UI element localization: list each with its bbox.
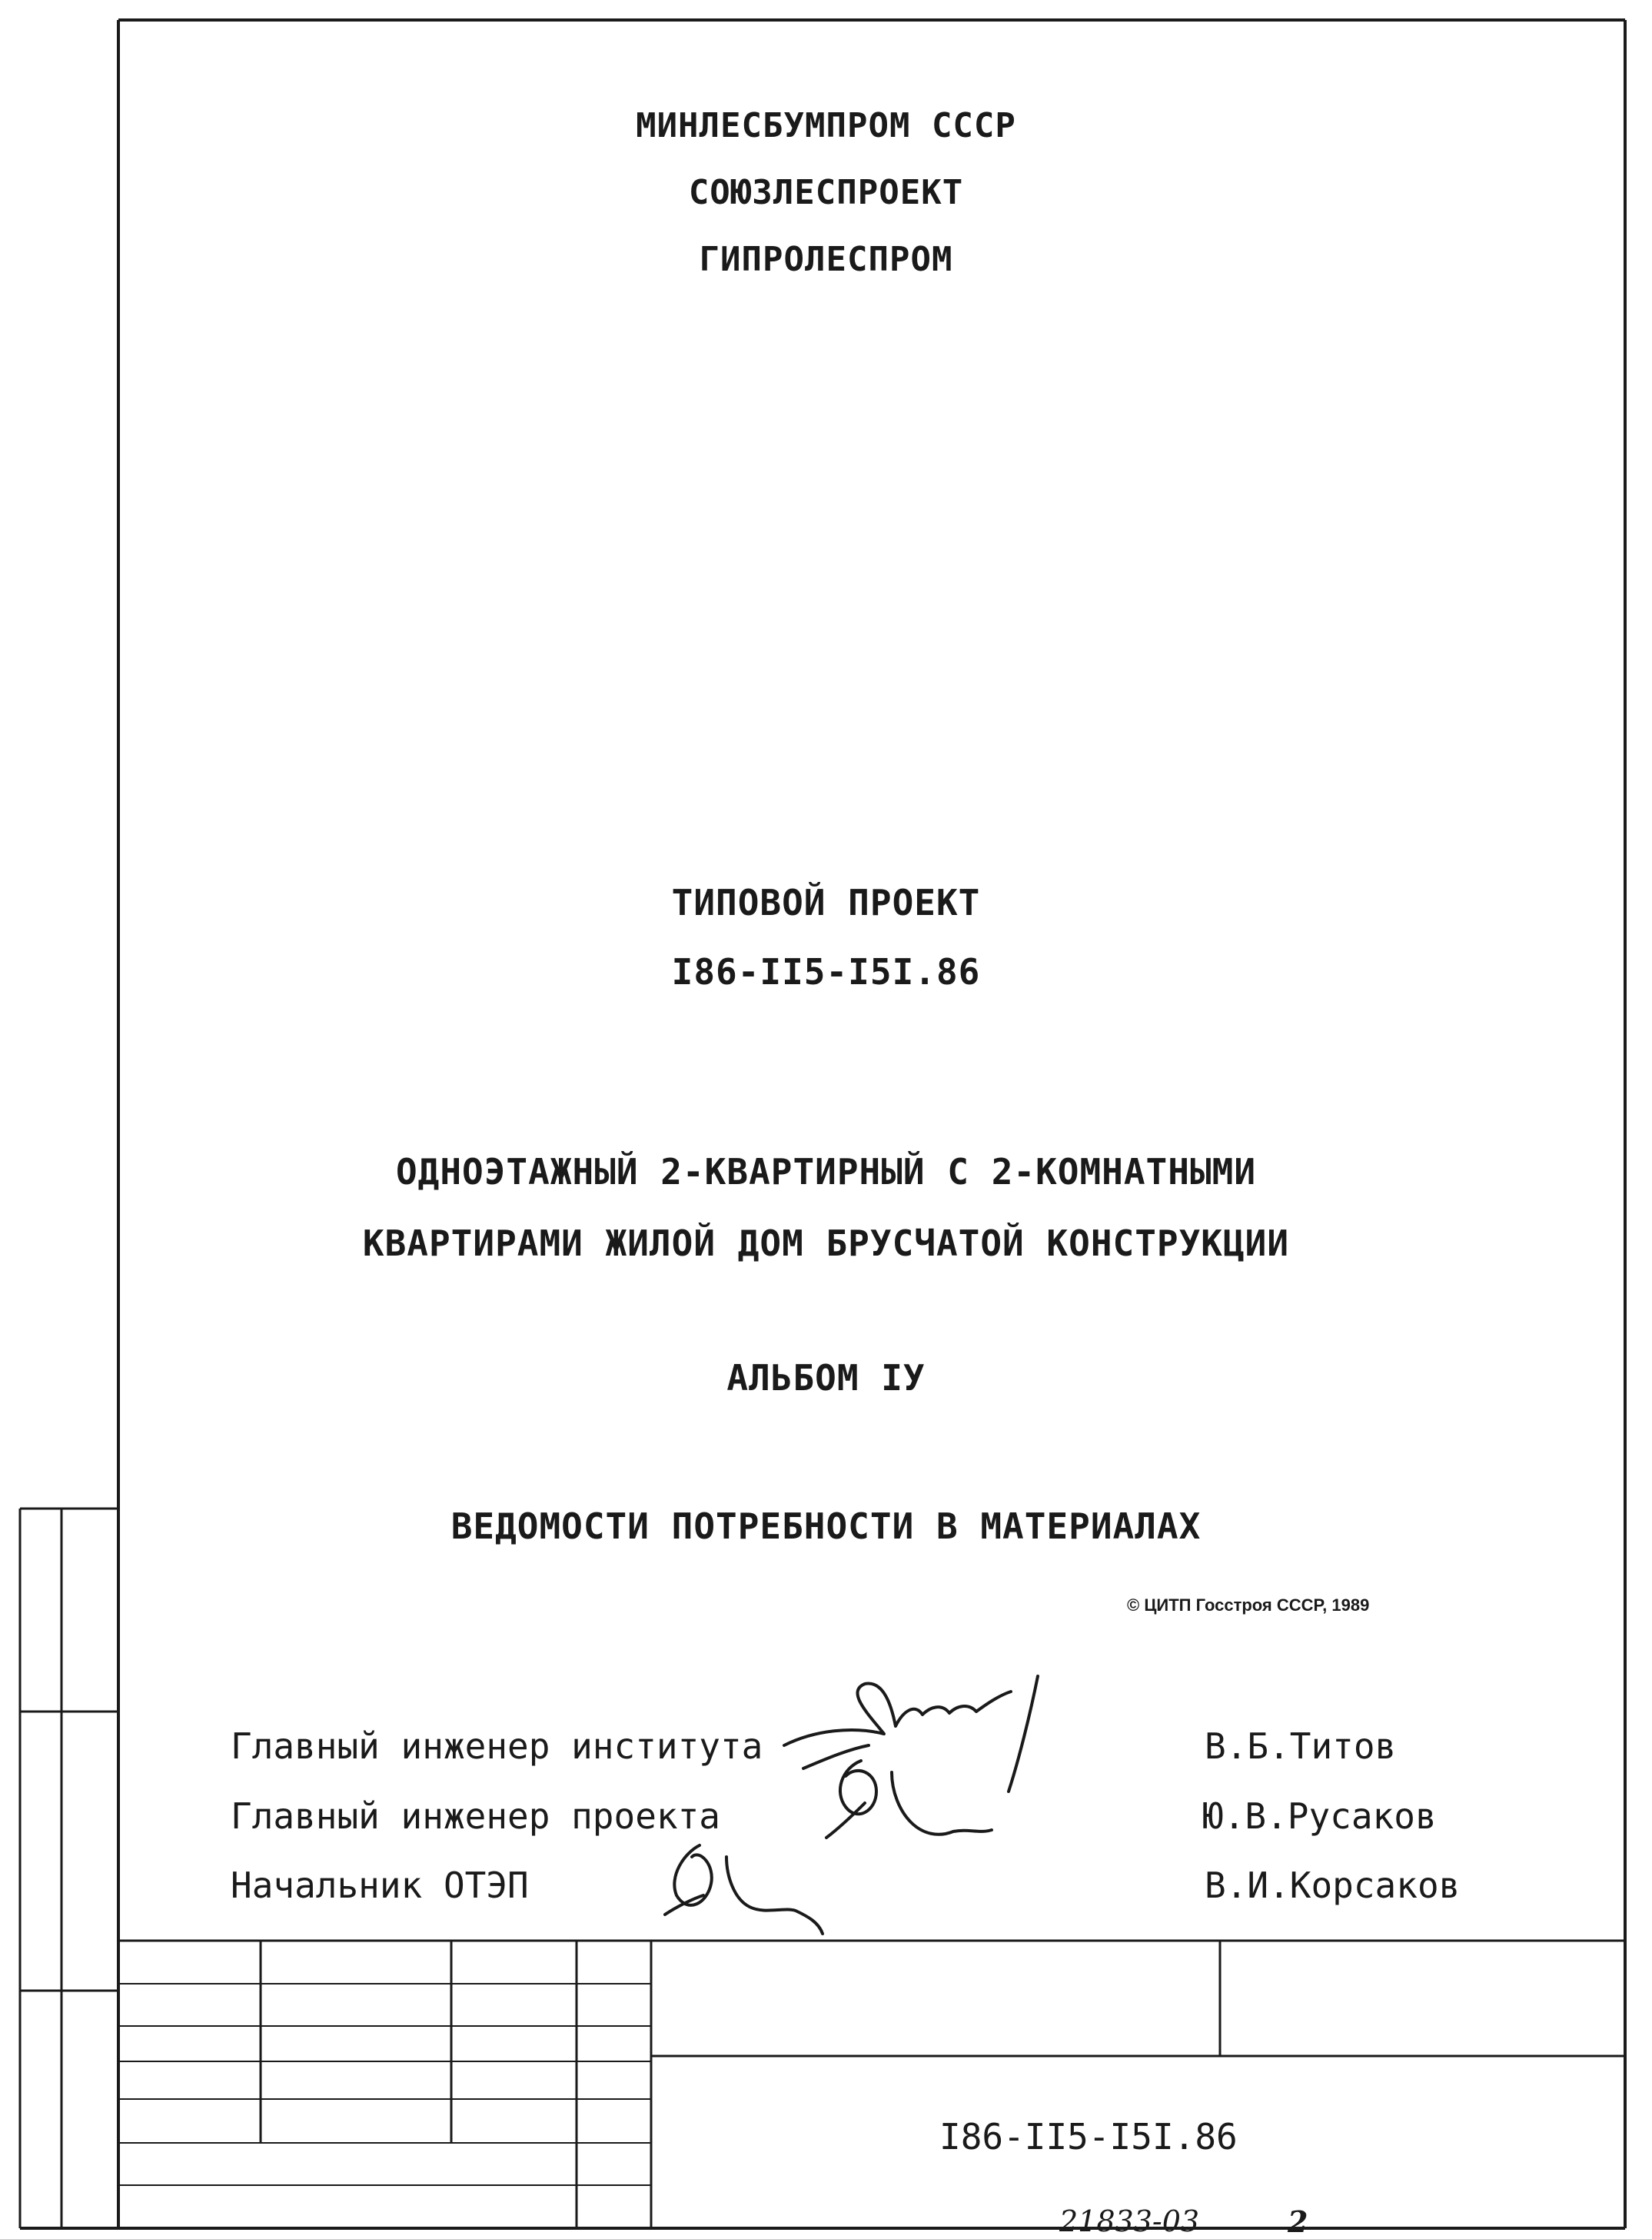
album-label: АЛЬБОМ IУ <box>726 1357 926 1399</box>
project-description-line2: КВАРТИРАМИ ЖИЛОЙ ДОМ БРУСЧАТОЙ КОНСТРУКЦИИ <box>362 1223 1290 1264</box>
project-description-line1: ОДНОЭТАЖНЫЙ 2-КВАРТИРНЫЙ С 2-КОМНАТНЫМИ <box>395 1151 1257 1193</box>
ministry-name: МИНЛЕСБУМПРОМ СССР <box>636 106 1016 145</box>
title-block-document-code: I86-II5-I5I.86 <box>939 2116 1238 2157</box>
signatory-name: В.И.Корсаков <box>1205 1865 1461 1906</box>
sheet-number: 2 <box>1288 2204 1308 2239</box>
inventory-number: 21833-03 <box>1059 2204 1200 2238</box>
project-type-label: ТИПОВОЙ ПРОЕКТ <box>671 882 981 923</box>
signatory-position: Главный инженер проекта <box>231 1795 720 1837</box>
association-name: СОЮЗЛЕСПРОЕКТ <box>688 173 964 212</box>
album-title: ВЕДОМОСТИ ПОТРЕБНОСТИ В МАТЕРИАЛАХ <box>450 1505 1202 1547</box>
signatory-name: В.Б.Титов <box>1205 1725 1397 1767</box>
signatory-position: Главный инженер института <box>231 1725 763 1767</box>
signatory-position: Начальник ОТЭП <box>231 1865 529 1906</box>
institute-name: ГИПРОЛЕСПРОМ <box>699 240 953 279</box>
project-number: I86-II5-I5I.86 <box>671 951 981 993</box>
signatory-name: Ю.В.Русаков <box>1202 1795 1437 1837</box>
copyright-stamp: © ЦИТП Госстроя СССР, 1989 <box>1127 1595 1370 1615</box>
